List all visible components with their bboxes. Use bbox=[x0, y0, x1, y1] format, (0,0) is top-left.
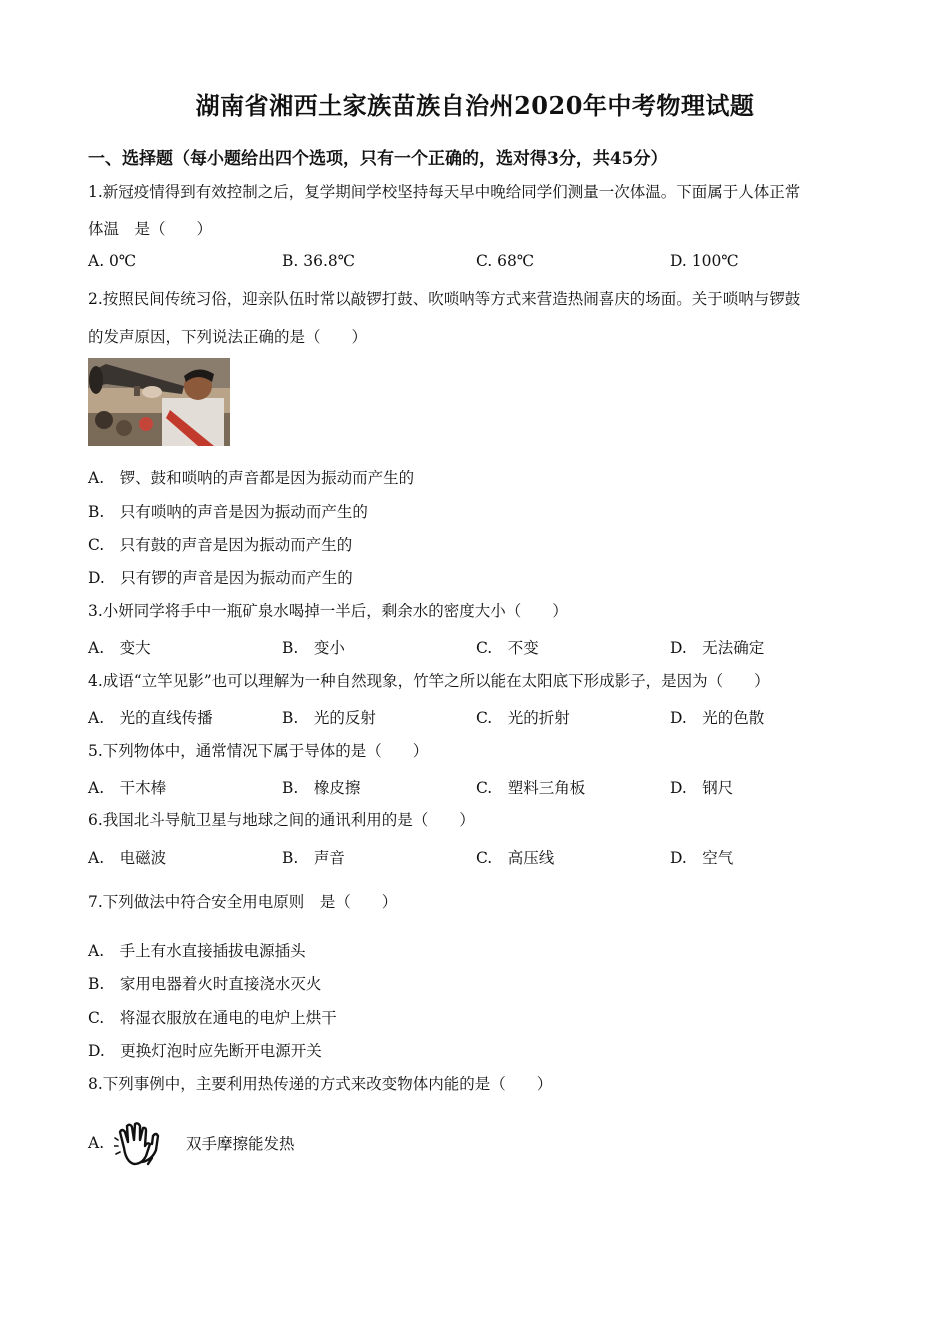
q4-option-d[interactable]: D. 光的色散 bbox=[670, 709, 765, 727]
q6-stem: 6.我国北斗导航卫星与地球之间的通讯利用的是（ ） bbox=[88, 811, 475, 829]
q8-stem: 8.下列事例中，主要利用热传递的方式来改变物体内能的是（ ） bbox=[88, 1075, 553, 1093]
q6-option-d[interactable]: D. 空气 bbox=[670, 849, 734, 867]
q4-option-a[interactable]: A. 光的直线传播 bbox=[88, 709, 213, 727]
q7-option-b[interactable]: B. 家用电器着火时直接浇水灭火 bbox=[88, 975, 322, 993]
q5-option-d[interactable]: D. 钢尺 bbox=[670, 779, 734, 797]
q1-option-d[interactable]: D. 100℃ bbox=[670, 252, 739, 270]
q2-stem-line1: 2.按照民间传统习俗，迎亲队伍时常以敲锣打鼓、吹唢呐等方式来营造热闹喜庆的场面。关于唢呐与锣鼓 bbox=[88, 290, 801, 308]
q8-option-a-text[interactable]: 双手摩擦能发热 bbox=[186, 1135, 295, 1153]
q4-option-b[interactable]: B. 光的反射 bbox=[282, 709, 376, 727]
rubbing-hands-icon bbox=[114, 1118, 164, 1168]
q2-option-c[interactable]: C. 只有鼓的声音是因为振动而产生的 bbox=[88, 536, 353, 554]
q7-stem: 7.下列做法中符合安全用电原则 是（ ） bbox=[88, 893, 398, 911]
q7-option-a[interactable]: A. 手上有水直接插拔电源插头 bbox=[88, 942, 306, 960]
q5-option-c[interactable]: C. 塑料三角板 bbox=[476, 779, 586, 797]
q5-option-b[interactable]: B. 橡皮擦 bbox=[282, 779, 361, 797]
q1-option-c[interactable]: C. 68℃ bbox=[476, 252, 535, 270]
q2-option-b[interactable]: B. 只有唢呐的声音是因为振动而产生的 bbox=[88, 503, 368, 521]
section-heading: 一、选择题（每小题给出四个选项，只有一个正确的，选对得3分，共45分） bbox=[88, 149, 668, 169]
q5-stem: 5.下列物体中，通常情况下属于导体的是（ ） bbox=[88, 742, 429, 760]
q1-option-a[interactable]: A. 0℃ bbox=[88, 252, 137, 270]
q1-option-b[interactable]: B. 36.8℃ bbox=[282, 252, 356, 270]
q7-option-d[interactable]: D. 更换灯泡时应先断开电源开关 bbox=[88, 1042, 322, 1060]
q3-stem: 3.小妍同学将手中一瓶矿泉水喝掉一半后，剩余水的密度大小（ ） bbox=[88, 602, 568, 620]
q7-option-c[interactable]: C. 将湿衣服放在通电的电炉上烘干 bbox=[88, 1009, 337, 1027]
q5-option-a[interactable]: A. 干木棒 bbox=[88, 779, 167, 797]
q8-option-a-label[interactable]: A. bbox=[88, 1134, 105, 1152]
q2-option-d[interactable]: D. 只有锣的声音是因为振动而产生的 bbox=[88, 569, 353, 587]
q3-option-b[interactable]: B. 变小 bbox=[282, 639, 345, 657]
q3-option-c[interactable]: C. 不变 bbox=[476, 639, 539, 657]
q1-stem-line1: 1.新冠疫情得到有效控制之后，复学期间学校坚持每天早中晚给同学们测量一次体温。下面属于人体正常 bbox=[88, 183, 801, 201]
q1-stem-line2: 体温 是（ ） bbox=[88, 220, 213, 238]
q6-option-a[interactable]: A. 电磁波 bbox=[88, 849, 167, 867]
q3-option-d[interactable]: D. 无法确定 bbox=[670, 639, 765, 657]
q6-option-c[interactable]: C. 高压线 bbox=[476, 849, 555, 867]
page-title: 湖南省湘西土家族苗族自治州2020年中考物理试题 bbox=[195, 91, 755, 120]
q3-option-a[interactable]: A. 变大 bbox=[88, 639, 151, 657]
q2-stem-line2: 的发声原因，下列说法正确的是（ ） bbox=[88, 328, 368, 346]
q4-stem: 4.成语“立竿见影”也可以理解为一种自然现象，竹竿之所以能在太阳底下形成影子，是因为（ ） bbox=[88, 672, 770, 690]
q4-option-c[interactable]: C. 光的折射 bbox=[476, 709, 570, 727]
suona-player-photo bbox=[88, 358, 230, 446]
q6-option-b[interactable]: B. 声音 bbox=[282, 849, 345, 867]
q2-option-a[interactable]: A. 锣、鼓和唢呐的声音都是因为振动而产生的 bbox=[88, 469, 415, 487]
